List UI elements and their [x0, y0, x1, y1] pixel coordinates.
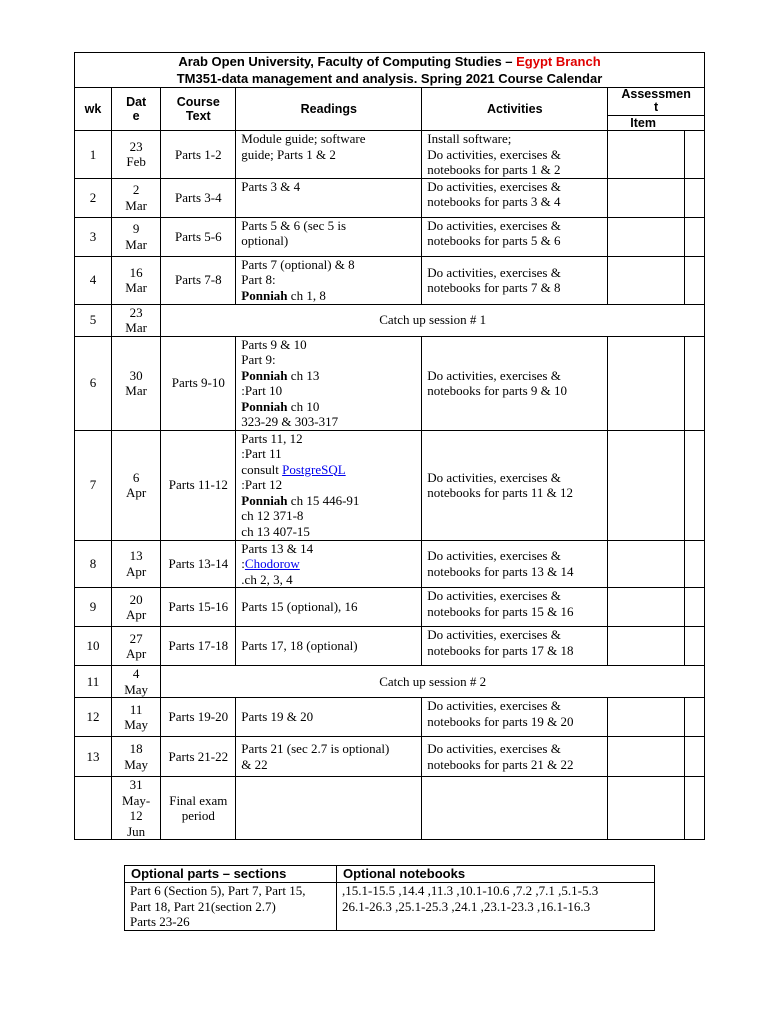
table-row [75, 131, 705, 179]
readings-cell: Parts 5 & 6 (sec 5 is optional) [236, 217, 422, 256]
date-cell: 31 May- 12 Jun [111, 777, 160, 840]
assessment-extra-cell [685, 698, 705, 737]
assessment-cell [608, 430, 685, 540]
activities-cell: Do activities, exercises & notebooks for parts 7 & 8 [422, 256, 608, 304]
course-text-cell: Parts 11-12 [161, 430, 236, 540]
table-row [75, 777, 705, 840]
chodorow-link[interactable]: Chodorow [244, 556, 300, 571]
activities-cell: Do activities, exercises & notebooks for parts 5 & 6 [422, 217, 608, 256]
table-row [75, 666, 705, 698]
week-number: 9 [75, 588, 112, 627]
week-number: 2 [75, 178, 112, 217]
optional-parts-table [124, 865, 655, 931]
week-number: 8 [75, 540, 112, 588]
course-text-cell: Parts 1-2 [161, 131, 236, 179]
assessment-extra-cell [685, 737, 705, 777]
course-text-cell: Parts 17-18 [161, 627, 236, 666]
assessment-cell [608, 178, 685, 217]
week-number: 7 [75, 430, 112, 540]
course-text-cell: Parts 9-10 [161, 336, 236, 430]
date-cell: 11 May [111, 698, 160, 737]
table-row [75, 256, 705, 304]
course-text-cell: Parts 5-6 [161, 217, 236, 256]
assessment-cell [608, 737, 685, 777]
title-prefix: Arab Open University, Faculty of Computing Studies – [178, 54, 517, 69]
week-number: 13 [75, 737, 112, 777]
assessment-cell [608, 588, 685, 627]
date-cell: 9 Mar [111, 217, 160, 256]
course-text-cell: Final exam period [161, 777, 236, 840]
date-cell: 6 Apr [111, 430, 160, 540]
calendar-subtitle: TM351-data management and analysis. Spring 2021 Course Calendar [176, 71, 603, 86]
optional-parts-cell: Part 6 (Section 5), Part 7, Part 15, Part 18, Part 21(section 2.7) Parts 23-26 [125, 883, 337, 931]
col-header-wk: wk [75, 88, 112, 131]
readings-cell: Parts 7 (optional) & 8 Part 8: Ponniah ch 1, 8 [236, 256, 422, 304]
assessment-cell [608, 256, 685, 304]
week-number: 4 [75, 256, 112, 304]
readings-cell: Parts 17, 18 (optional) [236, 627, 422, 666]
date-cell: 23 Mar [111, 304, 160, 336]
table-row [75, 178, 705, 217]
course-text-cell: Parts 7-8 [161, 256, 236, 304]
readings-cell [236, 777, 422, 840]
course-text-cell: Parts 19-20 [161, 698, 236, 737]
readings-cell: Parts 3 & 4 [236, 178, 422, 217]
readings-cell: Parts 11, 12 :Part 11 consult PostgreSQL :Part 12 Ponniah ch 15 446-91 ch 12 371-8 ch 13 407-15 [236, 430, 422, 540]
assessment-cell [608, 336, 685, 430]
assessment-extra-cell [685, 540, 705, 588]
assessment-extra-cell [685, 131, 705, 179]
activities-cell: Do activities, exercises & notebooks for parts 13 & 14 [422, 540, 608, 588]
readings-cell: Parts 9 & 10 Part 9: Ponniah ch 13 :Part 10 Ponniah ch 10 323-29 & 303-317 [236, 336, 422, 430]
optional-notebooks-header: Optional notebooks [337, 866, 655, 883]
activities-cell: Do activities, exercises & notebooks for parts 3 & 4 [422, 178, 608, 217]
course-text-cell: Parts 3-4 [161, 178, 236, 217]
readings-cell: Parts 13 & 14 :Chodorow .ch 2, 3, 4 [236, 540, 422, 588]
assessment-extra-cell [685, 336, 705, 430]
assessment-cell [608, 217, 685, 256]
assessment-extra-cell [685, 178, 705, 217]
col-header-activities: Activities [422, 88, 608, 131]
date-cell: 4 May [111, 666, 160, 698]
course-calendar-table [74, 52, 705, 840]
assessment-cell [608, 698, 685, 737]
week-number: 6 [75, 336, 112, 430]
table-row [75, 336, 705, 430]
assessment-extra-cell [685, 588, 705, 627]
activities-cell: Do activities, exercises & notebooks for parts 19 & 20 [422, 698, 608, 737]
readings-cell: Parts 19 & 20 [236, 698, 422, 737]
col-header-item: Item [608, 116, 705, 131]
assessment-extra-cell [685, 217, 705, 256]
course-text-cell: Parts 13-14 [161, 540, 236, 588]
assessment-extra-cell [685, 430, 705, 540]
assessment-extra-cell [685, 256, 705, 304]
assessment-cell [608, 540, 685, 588]
date-cell: 27 Apr [111, 627, 160, 666]
week-number: 5 [75, 304, 112, 336]
date-cell: 23 Feb [111, 131, 160, 179]
col-header-readings: Readings [236, 88, 422, 131]
course-text-cell: Parts 21-22 [161, 737, 236, 777]
table-row [75, 737, 705, 777]
table-row [75, 698, 705, 737]
branch-name: Egypt Branch [516, 54, 601, 69]
readings-cell: Parts 21 (sec 2.7 is optional) & 22 [236, 737, 422, 777]
course-text-cell: Parts 15-16 [161, 588, 236, 627]
date-cell: 20 Apr [111, 588, 160, 627]
date-cell: 16 Mar [111, 256, 160, 304]
week-number: 3 [75, 217, 112, 256]
assessment-extra-cell [685, 777, 705, 840]
calendar-title [75, 53, 705, 88]
assessment-cell [608, 131, 685, 179]
postgresql-link[interactable]: PostgreSQL [282, 461, 346, 477]
assessment-cell [608, 627, 685, 666]
catch-up-session: Catch up session # 1 [161, 304, 705, 336]
table-row [75, 627, 705, 666]
week-number [75, 777, 112, 840]
table-row [75, 588, 705, 627]
catch-up-session: Catch up session # 2 [161, 666, 705, 698]
activities-cell: Do activities, exercises & notebooks for parts 9 & 10 [422, 336, 608, 430]
assessment-cell [608, 777, 685, 840]
week-number: 11 [75, 666, 112, 698]
activities-cell: Do activities, exercises & notebooks for parts 17 & 18 [422, 627, 608, 666]
activities-cell: Do activities, exercises & notebooks for parts 15 & 16 [422, 588, 608, 627]
activities-cell: Do activities, exercises & notebooks for parts 11 & 12 [422, 430, 608, 540]
table-row [75, 540, 705, 588]
readings-cell: Parts 15 (optional), 16 [236, 588, 422, 627]
table-row [75, 430, 705, 540]
table-row [75, 217, 705, 256]
col-header-assessment: Assessmen t [608, 88, 705, 116]
activities-cell: Install software; Do activities, exercises & notebooks for parts 1 & 2 [422, 131, 608, 179]
optional-notebooks-cell: ,15.1-15.5 ,14.4 ,11.3 ,10.1-10.6 ,7.2 ,7.1 ,5.1-5.3 26.1-26.3 ,25.1-25.3 ,24.1 ,23.1-23.3 ,16.1-16.3 [337, 883, 655, 931]
table-row [75, 304, 705, 336]
week-number: 12 [75, 698, 112, 737]
date-cell: 30 Mar [111, 336, 160, 430]
optional-parts-header: Optional parts – sections [125, 866, 337, 883]
readings-cell: Module guide; software guide; Parts 1 & 2 [236, 131, 422, 179]
date-cell: 2 Mar [111, 178, 160, 217]
col-header-course-text: Course Text [161, 88, 236, 131]
col-header-date: Dat e [111, 88, 160, 131]
week-number: 1 [75, 131, 112, 179]
activities-cell: Do activities, exercises & notebooks for parts 21 & 22 [422, 737, 608, 777]
date-cell: 18 May [111, 737, 160, 777]
activities-cell [422, 777, 608, 840]
week-number: 10 [75, 627, 112, 666]
assessment-extra-cell [685, 627, 705, 666]
date-cell: 13 Apr [111, 540, 160, 588]
